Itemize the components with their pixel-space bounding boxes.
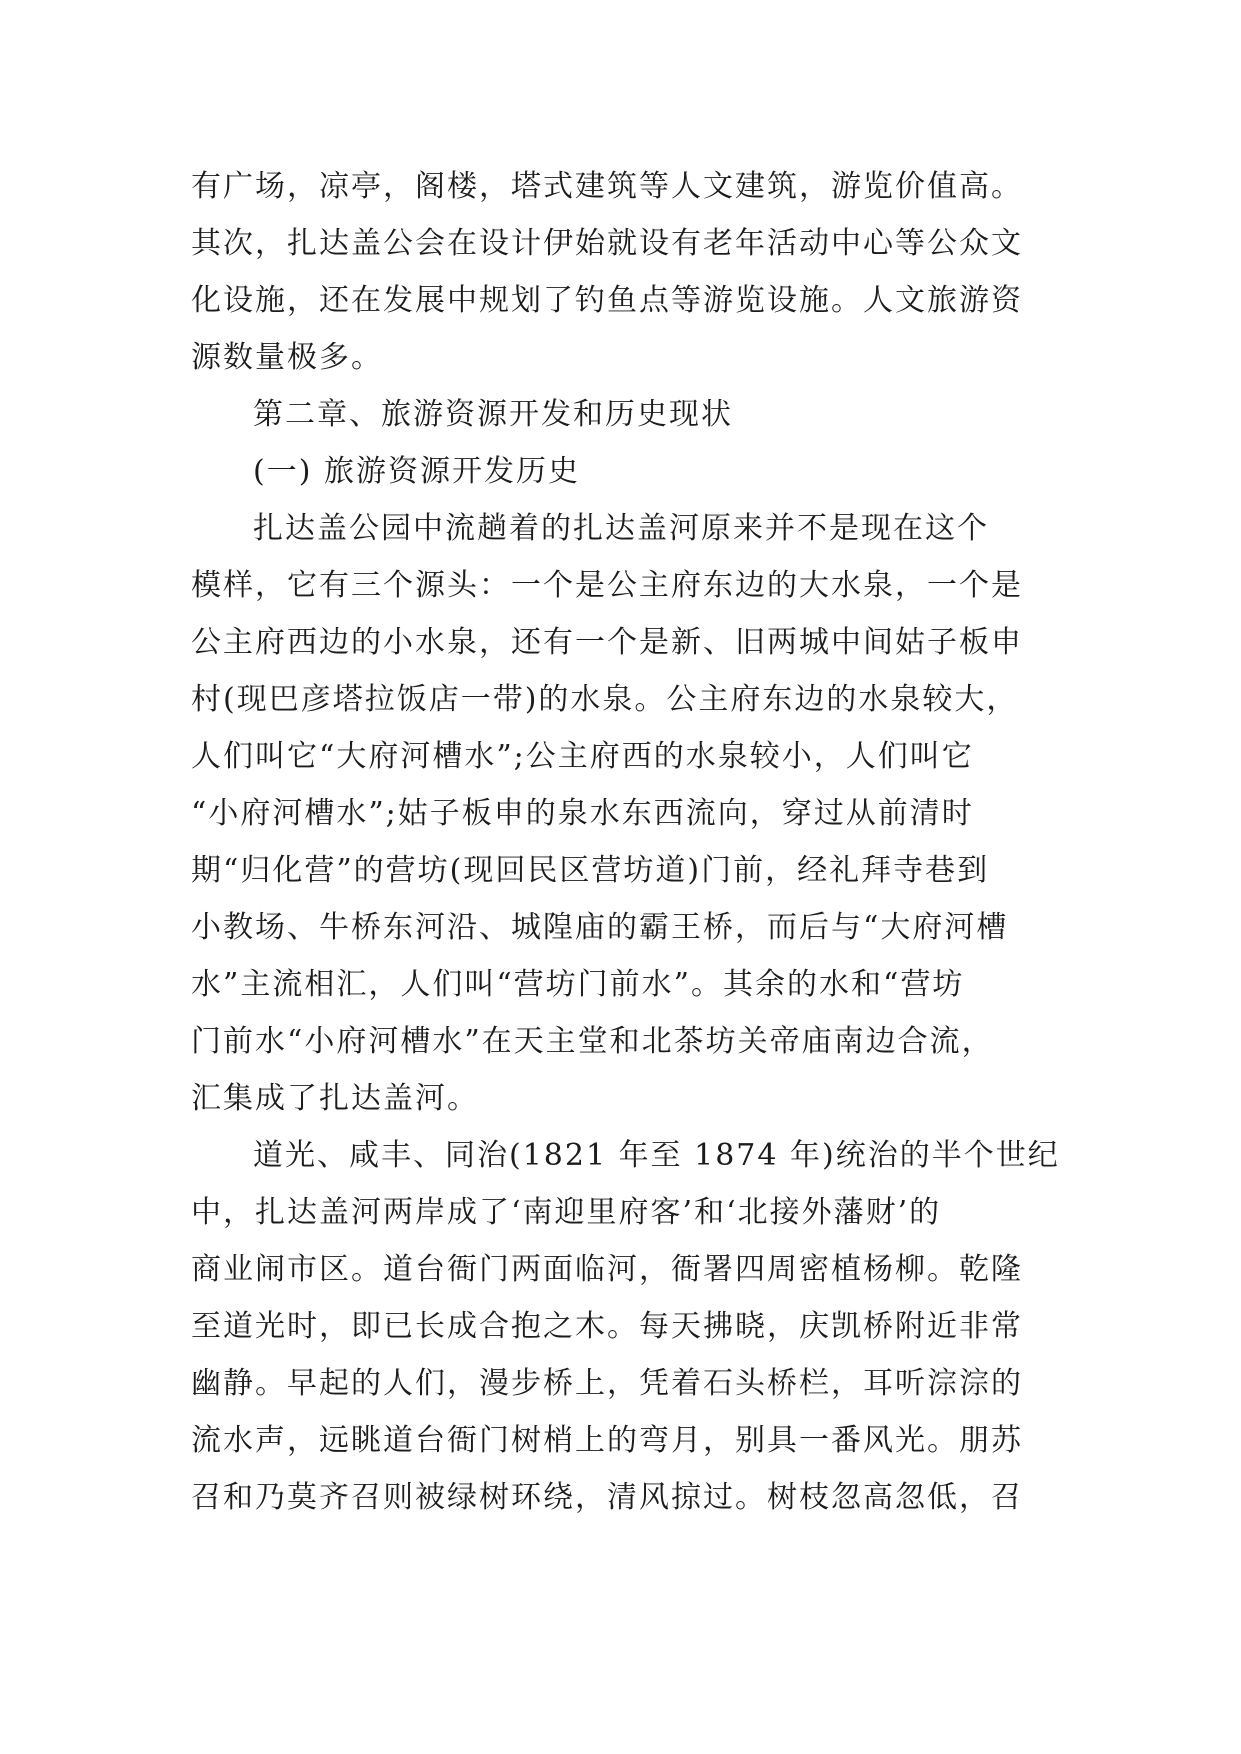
text-line: 召和乃莫齐召则被绿树环绕，清风掠过。树枝忽高忽低，召 xyxy=(191,1480,1023,1515)
text-line: 汇集成了扎达盖河。 xyxy=(191,1081,479,1116)
text-line: 有广场，凉亭，阁楼，塔式建筑等人文建筑，游览价值高。 xyxy=(191,169,1023,204)
text-line: 门前水“小府河槽水”在天主堂和北茶坊关帝庙南边合流， xyxy=(191,1024,994,1059)
text-line: 道光、咸丰、同治(1821 年至 1874 年)统治的半个世纪 xyxy=(253,1138,1060,1173)
chapter-heading: 第二章、旅游资源开发和历史现状 xyxy=(253,397,733,432)
text-line: 村(现巴彦塔拉饭店一带)的水泉。公主府东边的水泉较大， xyxy=(191,682,1019,717)
text-line: 期“归化营”的营坊(现回民区营坊道)门前，经礼拜寺巷到 xyxy=(191,853,990,888)
text-line: 化设施，还在发展中规划了钓鱼点等游览设施。人文旅游资 xyxy=(191,283,1023,318)
text-line: 流水声，远眺道台衙门树梢上的弯月，别具一番风光。朋苏 xyxy=(191,1423,1023,1458)
text-line: “小府河槽水”;姑子板申的泉水东西流向，穿过从前清时 xyxy=(191,796,974,831)
body-text xyxy=(191,158,1071,1526)
text-line: 水”主流相汇，人们叫“营坊门前水”。其余的水和“营坊 xyxy=(191,967,965,1002)
text-line: 中，扎达盖河两岸成了‘南迎里府客’和‘北接外藩财’的 xyxy=(191,1195,942,1230)
text-line: 源数量极多。 xyxy=(191,340,383,375)
text-line: 扎达盖公园中流趟着的扎达盖河原来并不是现在这个 xyxy=(253,511,989,546)
text-line: 商业闹市区。道台衙门两面临河，衙署四周密植杨柳。乾隆 xyxy=(191,1252,1023,1287)
text-line: 公主府西边的小水泉，还有一个是新、旧两城中间姑子板申 xyxy=(191,625,1023,660)
section-heading: (一) 旅游资源开发历史 xyxy=(253,454,580,489)
text-line: 小教场、牛桥东河沿、城隍庙的霸王桥，而后与“大府河槽 xyxy=(191,910,1009,945)
text-line: 至道光时，即已长成合抱之木。每天拂晓，庆凯桥附近非常 xyxy=(191,1309,1023,1344)
text-line: 其次，扎达盖公会在设计伊始就设有老年活动中心等公众文 xyxy=(191,226,1023,261)
text-line: 模样，它有三个源头：一个是公主府东边的大水泉，一个是 xyxy=(191,568,1023,603)
text-line: 人们叫它“大府河槽水”;公主府西的水泉较小，人们叫它 xyxy=(191,739,974,774)
text-line: 幽静。早起的人们，漫步桥上，凭着石头桥栏，耳听淙淙的 xyxy=(191,1366,1023,1401)
